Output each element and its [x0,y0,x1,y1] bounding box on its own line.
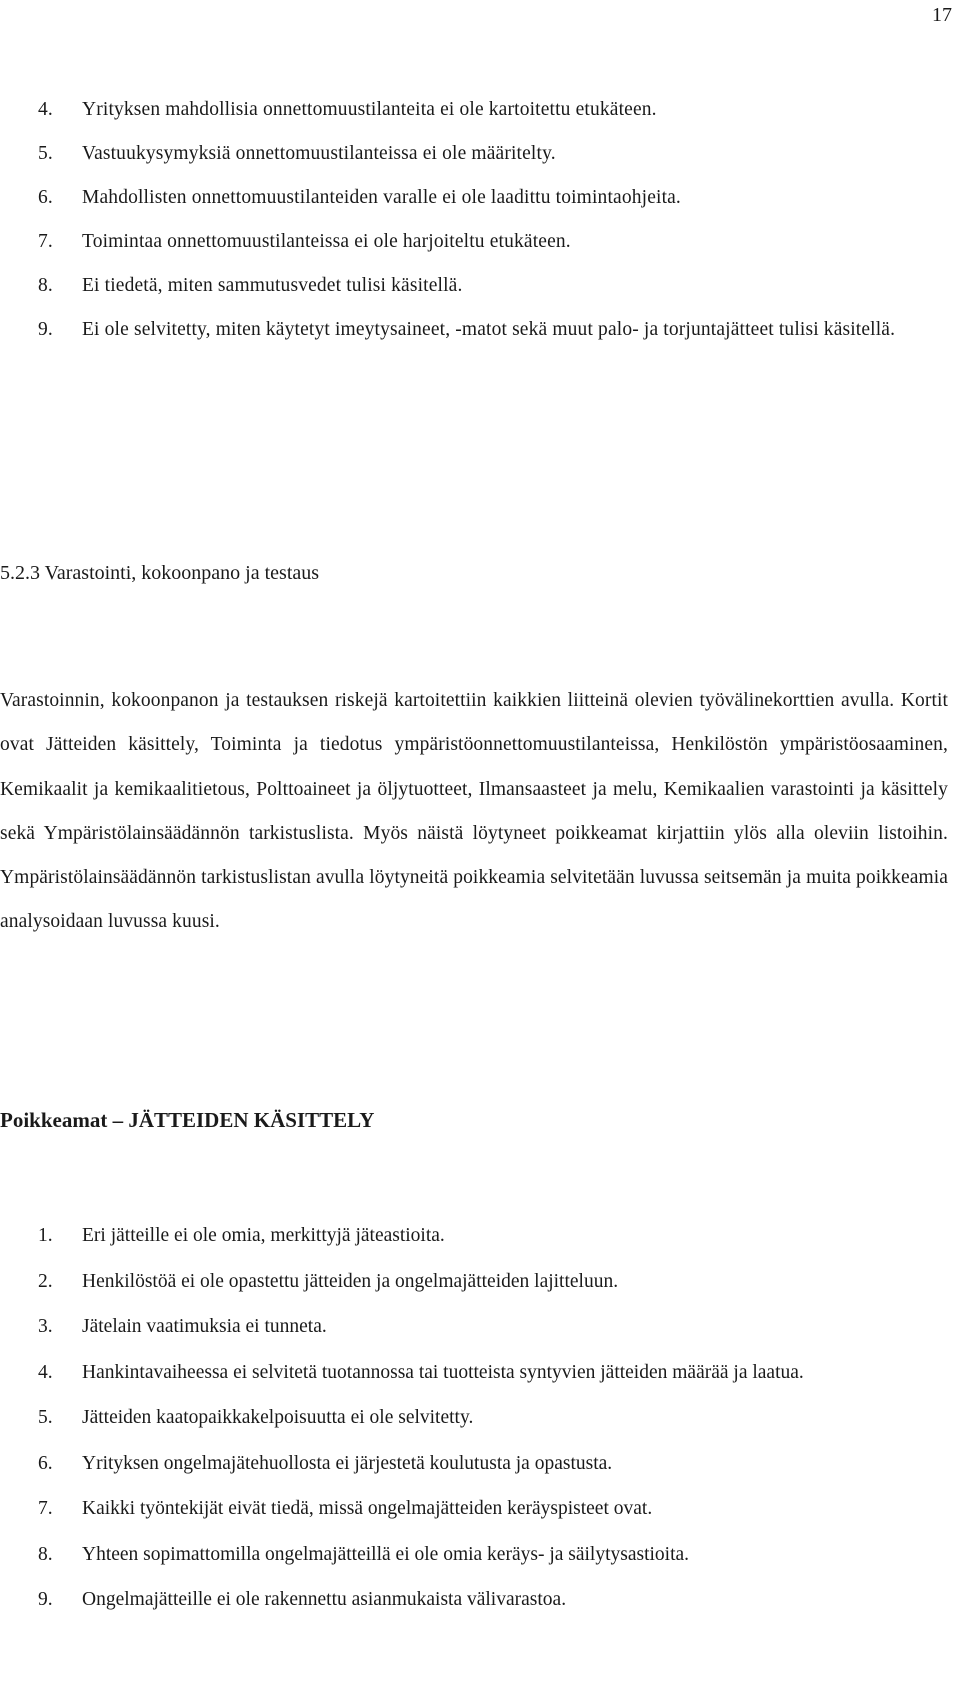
list-item-text: Henkilöstöä ei ole opastettu jätteiden ja ongelmajätteiden lajitteluun. [82,1270,619,1292]
list-item-number: 3. [38,1316,53,1337]
list-item-text: Eri jätteille ei ole omia, merkittyjä jäteastioita. [82,1225,445,1246]
list-item-number: 4. [38,99,53,120]
list-item-text: Yrityksen ongelmajätehuollosta ei järjestetä koulutusta ja opastusta. [82,1452,613,1474]
list-item-number: 9. [38,1589,53,1610]
list-item-number: 8. [38,275,53,296]
list-item-text: Vastuukysymyksiä onnettomuustilanteissa ei ole määritelty. [82,143,556,164]
list-item-text: Ongelmajätteille ei ole rakennettu asianmukaista välivarastoa. [82,1589,567,1610]
list-item-number: 2. [38,1270,53,1292]
list-item-text: Jätelain vaatimuksia ei tunneta. [82,1316,327,1337]
list-item-number: 1. [38,1225,53,1246]
list-item-text: Yhteen sopimattomilla ongelmajätteillä ei ole omia keräys- ja säilytysastioita. [82,1543,690,1565]
subheading-waste-handling: Poikkeamat – JÄTTEIDEN KÄSITTELY [0,1108,375,1132]
list-item-number: 6. [38,1452,53,1474]
deficiency-list-waste [38,1213,948,1623]
list-item-text: Kaikki työntekijät eivät tiedä, missä ongelmajätteiden keräyspisteet ovat. [82,1498,653,1519]
list-item-text: Mahdollisten onnettomuustilanteiden varalle ei ole laadittu toimintaohjeita. [82,187,681,208]
list-item-number: 6. [38,187,53,208]
list-item-text: Ei tiedetä, miten sammutusvedet tulisi käsitellä. [82,275,463,296]
list-item [38,1577,948,1623]
list-item [38,132,948,176]
list-item [38,264,948,308]
deficiency-list-accidents [38,88,948,352]
list-item-number: 8. [38,1543,53,1565]
list-item [38,1486,948,1532]
list-item [38,1350,948,1396]
list-item [38,1532,948,1578]
list-item-number: 7. [38,231,53,252]
list-item [38,1304,948,1350]
list-item-text: Jätteiden kaatopaikkakelpoisuutta ei ole selvitetty. [82,1407,474,1428]
list-item-text: Hankintavaiheessa ei selvitetä tuotannossa tai tuotteista syntyvien jätteiden määrää ja laatua. [82,1361,804,1383]
list-item-text: Toimintaa onnettomuustilanteissa ei ole harjoiteltu etukäteen. [82,231,571,252]
list-item-number: 5. [38,143,53,164]
list-item [38,308,948,352]
list-item-text: Ei ole selvitetty, miten käytetyt imeytysaineet, -matot sekä muut palo- ja torjuntajätteet tulisi käsitellä. [82,319,896,340]
page-number: 17 [932,4,952,26]
list-item-number: 9. [38,319,53,340]
list-item [38,1213,948,1259]
list-item [38,88,948,132]
body-paragraph: Varastoinnin, kokoonpanon ja testauksen riskejä kartoitettiin kaikkien liitteinä olevien työvälinekorttien avulla. Kortit ovat Jätteiden käsittely, Toiminta ja tiedotus ympäristöonnettomuustilanteissa, Henkilöstön ympäristöosaaminen, Kemikaalit ja kemikaalitietous, Polttoaineet ja öljytuotteet, Ilmansaasteet ja melu, Kemikaalien varastointi ja käsittely sekä Ympäristölainsäädännön tarkistuslista. Myös näistä löytyneet poikkeamat kirjattiin ylös alla oleviin listoihin. Ympäristölainsäädännön tarkistuslistan avulla löytyneitä poikkeamia selvitetään luvussa seitsemän ja muita poikkeamia analysoidaan luvussa kuusi. [0,690,948,933]
list-item [38,1395,948,1441]
list-item [38,220,948,264]
list-item [38,1259,948,1305]
list-item-number: 7. [38,1498,53,1519]
list-item-text: Yrityksen mahdollisia onnettomuustilanteita ei ole kartoitettu etukäteen. [82,99,657,120]
list-item-number: 5. [38,1407,53,1428]
list-item-number: 4. [38,1361,53,1383]
list-item [38,176,948,220]
list-item [38,1441,948,1487]
section-heading: 5.2.3 Varastointi, kokoonpano ja testaus [0,562,320,584]
